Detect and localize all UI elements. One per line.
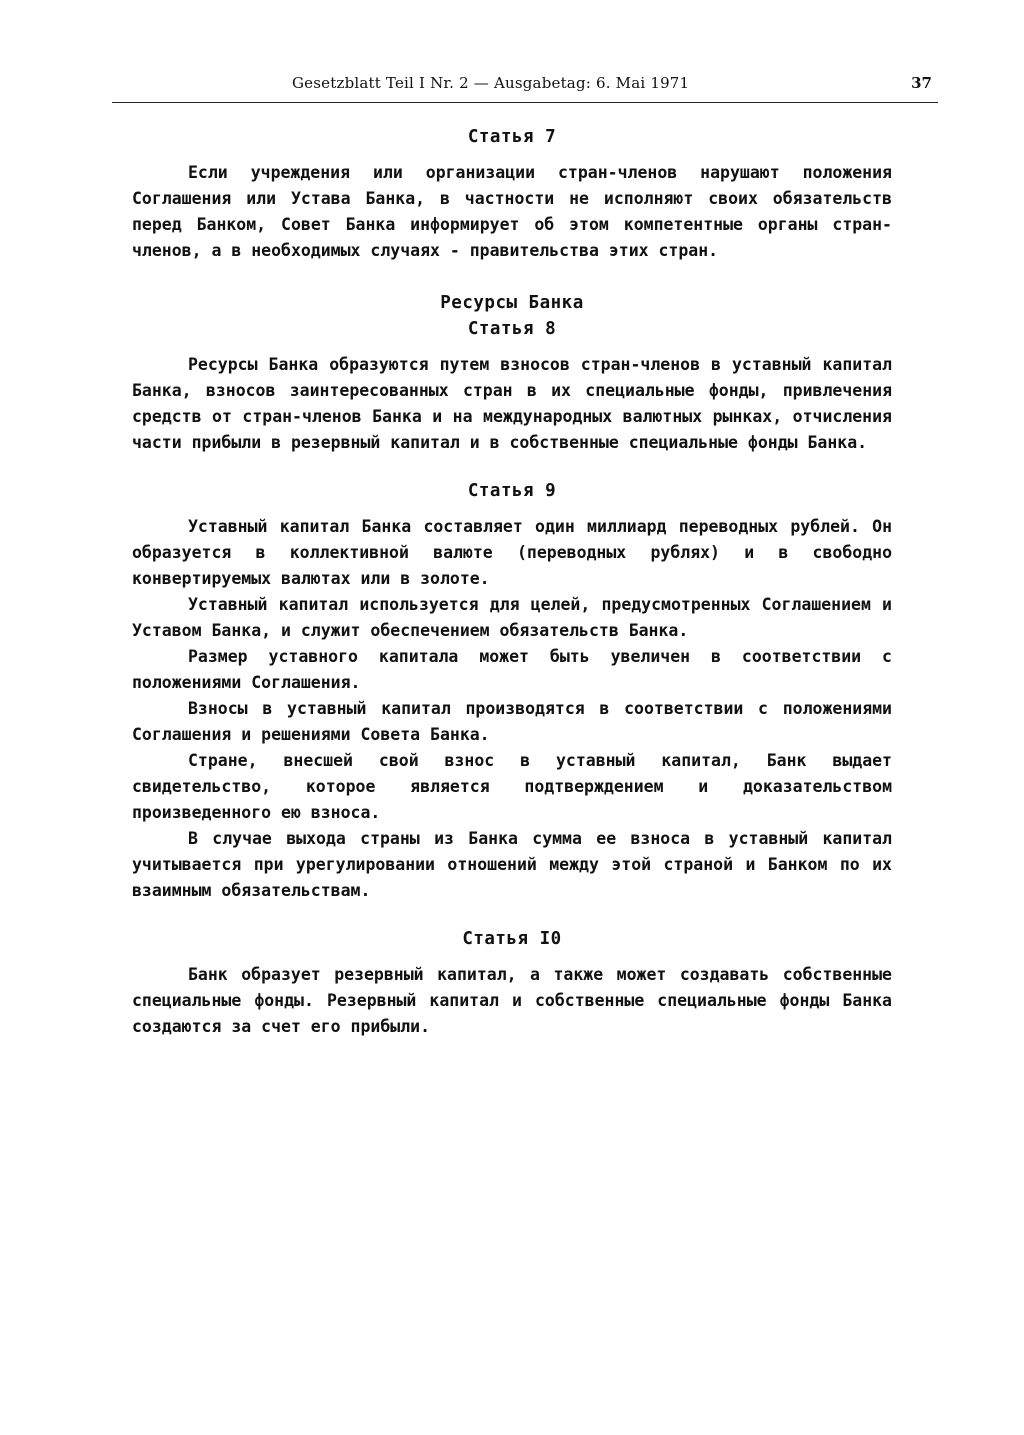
article-9-heading: Статья 9 xyxy=(467,481,557,501)
article-9-paragraph-2: Уставный капитал используется для целей, предусмотренных Соглашением и Уставом Банка, и служит обеспечением обязательств Банка. xyxy=(132,595,892,640)
article-7-paragraph-1: Если учреждения или организации стран-членов нарушают положения Соглашения или Устава Банка, в частности не исполняют своих обязательств перед Банком, Совет Банка информирует об этом компетентные органы стран-членов, а в необходимых случаях - правительства этих стран. xyxy=(132,163,892,260)
article-9-paragraph-5: Стране, внесшей свой взнос в уставный капитал, Банк выдает свидетельство, которое является подтверждением и доказательством произведенного ею взноса. xyxy=(132,751,892,822)
article-8-heading: Статья 8 xyxy=(467,319,557,339)
article-10-heading: Статья I0 xyxy=(462,929,562,949)
article-8-paragraph-1: Ресурсы Банка образуются путем взносов стран-членов в уставный капитал Банка, взносов заинтересованных стран в их специальные фонды, привлечения средств от стран-членов Банка и на международных валютных рынках, отчисления части прибыли в резервный капитал и в собственные специальные фонды Банка. xyxy=(132,355,892,452)
document-body xyxy=(132,124,892,1040)
page-header xyxy=(112,70,938,103)
article-9-paragraph-4: Взносы в уставный капитал производятся в соответствии с положениями Соглашения и решениями Совета Банка. xyxy=(132,699,892,744)
section-title-resources: Ресурсы Банка xyxy=(440,293,584,313)
running-title: Gesetzblatt Teil I Nr. 2 — Ausgabetag: 6. Mai 1971 xyxy=(292,74,690,92)
article-9-paragraph-1: Уставный капитал Банка составляет один миллиард переводных рублей. Он образуется в коллективной валюте (переводных рублях) и в свободно конвертируемых валютах или в золоте. xyxy=(132,517,892,588)
article-9-paragraph-6: В случае выхода страны из Банка сумма ее взноса в уставный капитал учитывается при урегулировании отношений между этой страной и Банком по их взаимным обязательствам. xyxy=(132,829,892,900)
page-number: 37 xyxy=(911,74,932,92)
article-9-paragraph-3: Размер уставного капитала может быть увеличен в соответствии с положениями Соглашения. xyxy=(132,647,892,692)
article-10-paragraph-1: Банк образует резервный капитал, а также может создавать собственные специальные фонды. Резервный капитал и собственные специальные фонды Банка создаются за счет его прибыли. xyxy=(132,965,892,1036)
article-7-heading: Статья 7 xyxy=(467,127,557,147)
